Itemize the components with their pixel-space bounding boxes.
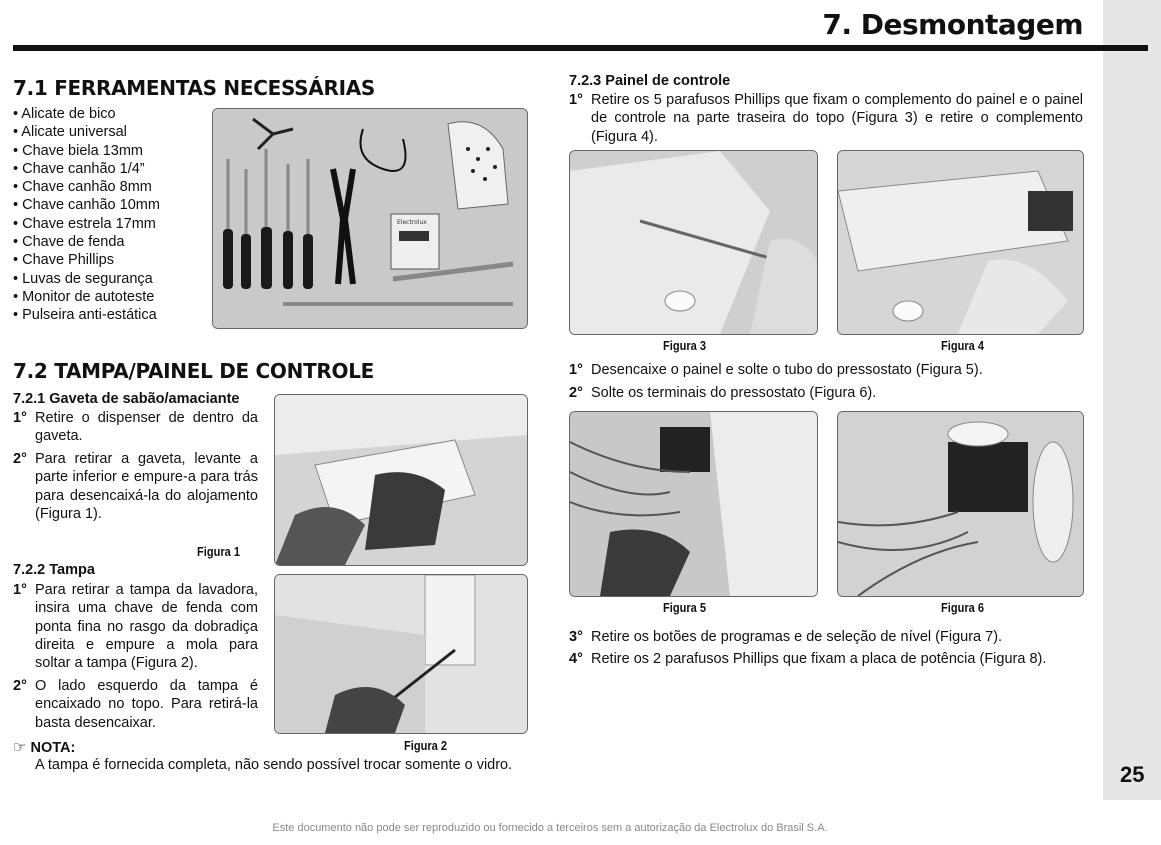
figure-2-photo: [274, 574, 528, 734]
figure-3-photo: [569, 150, 818, 335]
header-rule: [13, 45, 1148, 51]
step-item: [569, 628, 1083, 646]
step-item: [13, 677, 258, 732]
list-item: • Alicate de bico: [13, 106, 116, 122]
step-text: Retire os botões de programas e de seleção de nível (Figura 7).: [591, 629, 1003, 645]
figure-4-photo: [837, 150, 1084, 335]
figure-1-caption: Figura 1: [197, 544, 240, 559]
step-number: 1°: [569, 362, 583, 378]
pointing-hand-icon: ☞: [13, 738, 27, 756]
step-item: [569, 91, 1083, 146]
note-text: A tampa é fornecida completa, não sendo possível trocar somente o vidro.: [35, 757, 513, 773]
list-item: • Chave Phillips: [13, 252, 114, 269]
subsection-title-lid: 7.2.2 Tampa: [13, 562, 95, 578]
step-item: [13, 409, 258, 446]
subsection-title-drawer: 7.2.1 Gaveta de sabão/amaciante: [13, 391, 240, 407]
step-text: Retire os 2 parafusos Phillips que fixam a placa de potência (Figura 8).: [591, 651, 1047, 667]
note-heading: [13, 738, 75, 756]
list-item: • Chave canhão 1/4”: [13, 160, 145, 177]
step-text: Retire os 5 parafusos Phillips que fixam o complemento do painel e o painel de controle na parte traseira do topo (Figura 3) e retire o complemento (Figura 4).: [591, 92, 1083, 145]
step-text: O lado esquerdo da tampa é encaixado no topo. Para retirá-la basta desencaixar.: [35, 678, 258, 731]
step-number: 3°: [569, 629, 583, 645]
step-text: Retire o dispenser de dentro da gaveta.: [35, 410, 258, 445]
step-number: 1°: [569, 92, 583, 108]
footer-disclaimer: Este documento não pode ser reproduzido ou fornecido a terceiros sem a autorização da Electrolux do Brasil S.A.: [272, 822, 828, 834]
step-number: 4°: [569, 651, 583, 667]
step-number: 2°: [569, 385, 583, 401]
list-item: • Alicate universal: [13, 124, 127, 141]
step-item: [13, 581, 258, 672]
step-item: [569, 384, 1083, 402]
figure-1-photo: [274, 394, 528, 566]
step-text: Solte os terminais do pressostato (Figura 6).: [591, 385, 877, 401]
list-item: • Chave estrela 17mm: [13, 215, 156, 232]
chapter-title: 7. Desmontagem: [822, 8, 1083, 41]
step-number: 2°: [13, 678, 27, 694]
figure-6-photo: [837, 411, 1084, 597]
list-item: • Chave canhão 10mm: [13, 197, 160, 214]
figure-5-caption: Figura 5: [663, 600, 706, 615]
page-number: 25: [1120, 762, 1145, 787]
step-number: 2°: [13, 451, 27, 467]
list-item: • Chave biela 13mm: [13, 142, 143, 159]
step-text: Para retirar a gaveta, levante a parte inferior e empure-a para trás para desencaixá-la do alojamento (Figura 1).: [35, 451, 258, 522]
section-title-panel: 7.2 TAMPA/PAINEL DE CONTROLE: [13, 359, 375, 383]
list-item: • Chave de fenda: [13, 234, 125, 251]
list-item: • Monitor de autoteste: [13, 288, 155, 305]
list-item: • Luvas de segurança: [13, 270, 153, 287]
side-margin-bar: [1103, 0, 1161, 800]
figure-2-caption: Figura 2: [404, 738, 447, 753]
list-item: • Pulseira anti-estática: [13, 307, 157, 324]
note-label: NOTA:: [30, 740, 76, 756]
subsection-title-control-panel: 7.2.3 Painel de controle: [569, 73, 731, 89]
step-number: 1°: [13, 410, 27, 426]
section-title-tools: 7.1 FERRAMENTAS NECESSÁRIAS: [13, 76, 375, 100]
step-text: Para retirar a tampa da lavadora, insira uma chave de fenda com ponta fina no rasgo da dobradiça direita e empure a mola para soltar a tampa (Figura 2).: [35, 582, 258, 672]
figure-4-caption: Figura 4: [941, 338, 984, 353]
tools-list: [13, 105, 160, 325]
step-text: Desencaixe o painel e solte o tubo do pressostato (Figura 5).: [591, 362, 983, 378]
figure-5-photo: [569, 411, 818, 597]
figure-6-caption: Figura 6: [941, 600, 984, 615]
figure-3-caption: Figura 3: [663, 338, 706, 353]
step-item: [569, 361, 1083, 379]
step-item: [13, 450, 258, 523]
list-item: • Chave canhão 8mm: [13, 179, 152, 196]
step-number: 1°: [13, 582, 27, 598]
brand-text: Electrolux: [397, 219, 427, 226]
step-item: [569, 650, 1083, 668]
tools-photo: [212, 108, 528, 329]
